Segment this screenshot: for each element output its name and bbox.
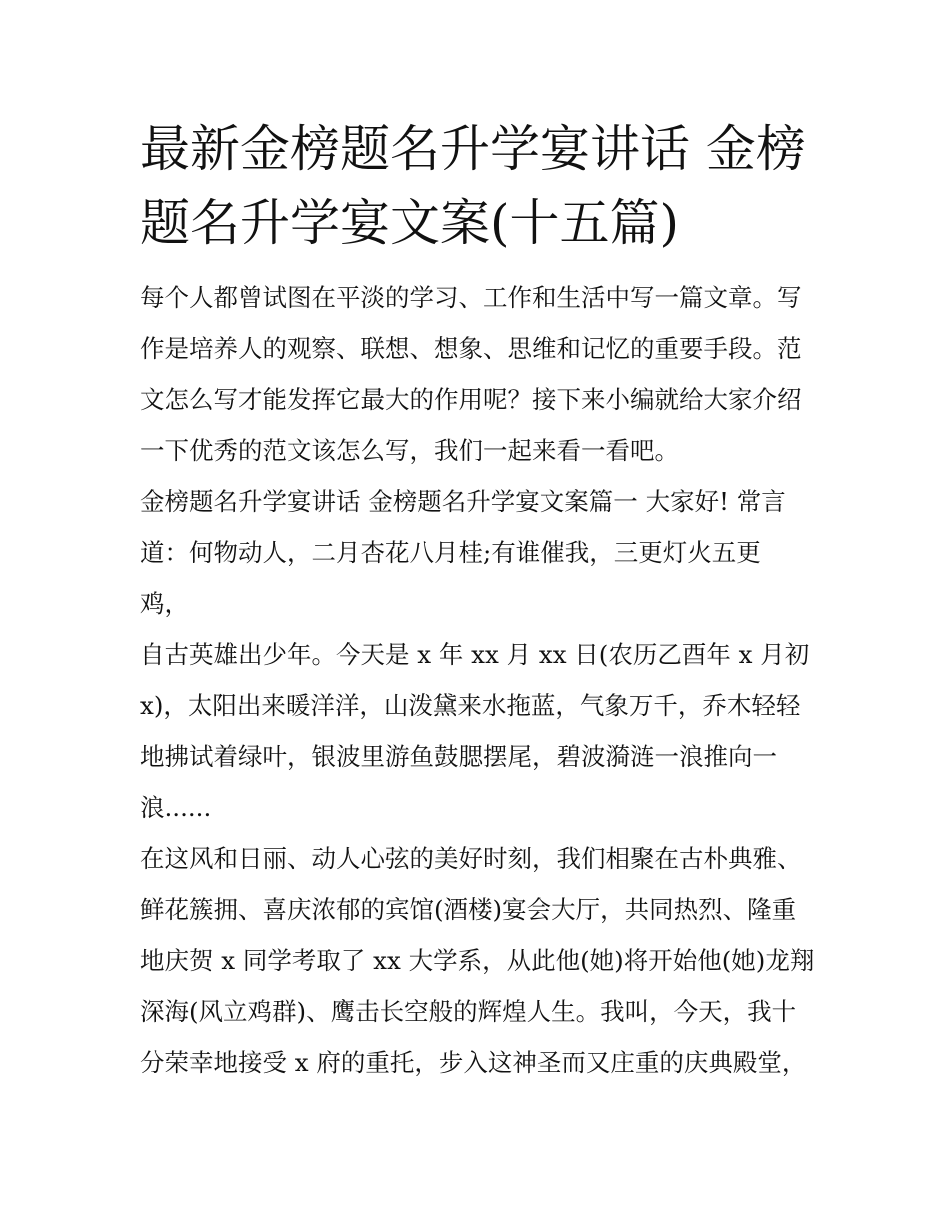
body-line: 道：何物动人，二月杏花八月桂;有谁催我，三更灯火五更	[140, 538, 761, 567]
body-line: 浪......	[140, 793, 212, 822]
body-text	[140, 272, 820, 1088]
body-line: 鸡，	[140, 589, 189, 618]
body-line: 鲜花簇拥、喜庆浓郁的宾馆(酒楼)宴会大厅，共同热烈、隆重	[140, 895, 797, 924]
page-title	[140, 112, 820, 260]
body-line: 作是培养人的观察、联想、想象、思维和记忆的重要手段。范	[140, 334, 802, 363]
body-line: x)，太阳出来暖洋洋，山泼黛来水拖蓝，气象万千，乔木轻轻	[140, 691, 801, 720]
body-line: 在这风和日丽、动人心弦的美好时刻，我们相聚在古朴典雅、	[140, 844, 802, 873]
body-line: 分荣幸地接受 x 府的重托，步入这神圣而又庄重的庆典殿堂，	[140, 1048, 807, 1077]
body-line: 每个人都曾试图在平淡的学习、工作和生活中写一篇文章。写	[140, 283, 802, 312]
body-line: 地庆贺 x 同学考取了 xx 大学系，从此他(她)将开始他(她)龙翔	[140, 946, 815, 975]
body-line: 一下优秀的范文该怎么写，我们一起来看一看吧。	[140, 436, 679, 465]
body-line: 深海(风立鸡群)、鹰击长空般的辉煌人生。我叫，今天，我十	[140, 997, 797, 1026]
body-line: 金榜题名升学宴讲话 金榜题名升学宴文案篇一 大家好! 常言	[140, 487, 786, 516]
title-line: 题名升学宴文案(十五篇)	[140, 194, 680, 252]
body-line: 文怎么写才能发挥它最大的作用呢？接下来小编就给大家介绍	[140, 385, 802, 414]
body-line: 地拂试着绿叶，银波里游鱼鼓腮摆尾，碧波漪涟一浪推向一	[140, 742, 777, 771]
body-line: 自古英雄出少年。今天是 x 年 xx 月 xx 日(农历乙酉年 x 月初	[140, 640, 810, 669]
title-line: 最新金榜题名升学宴讲话 金榜	[140, 120, 806, 178]
